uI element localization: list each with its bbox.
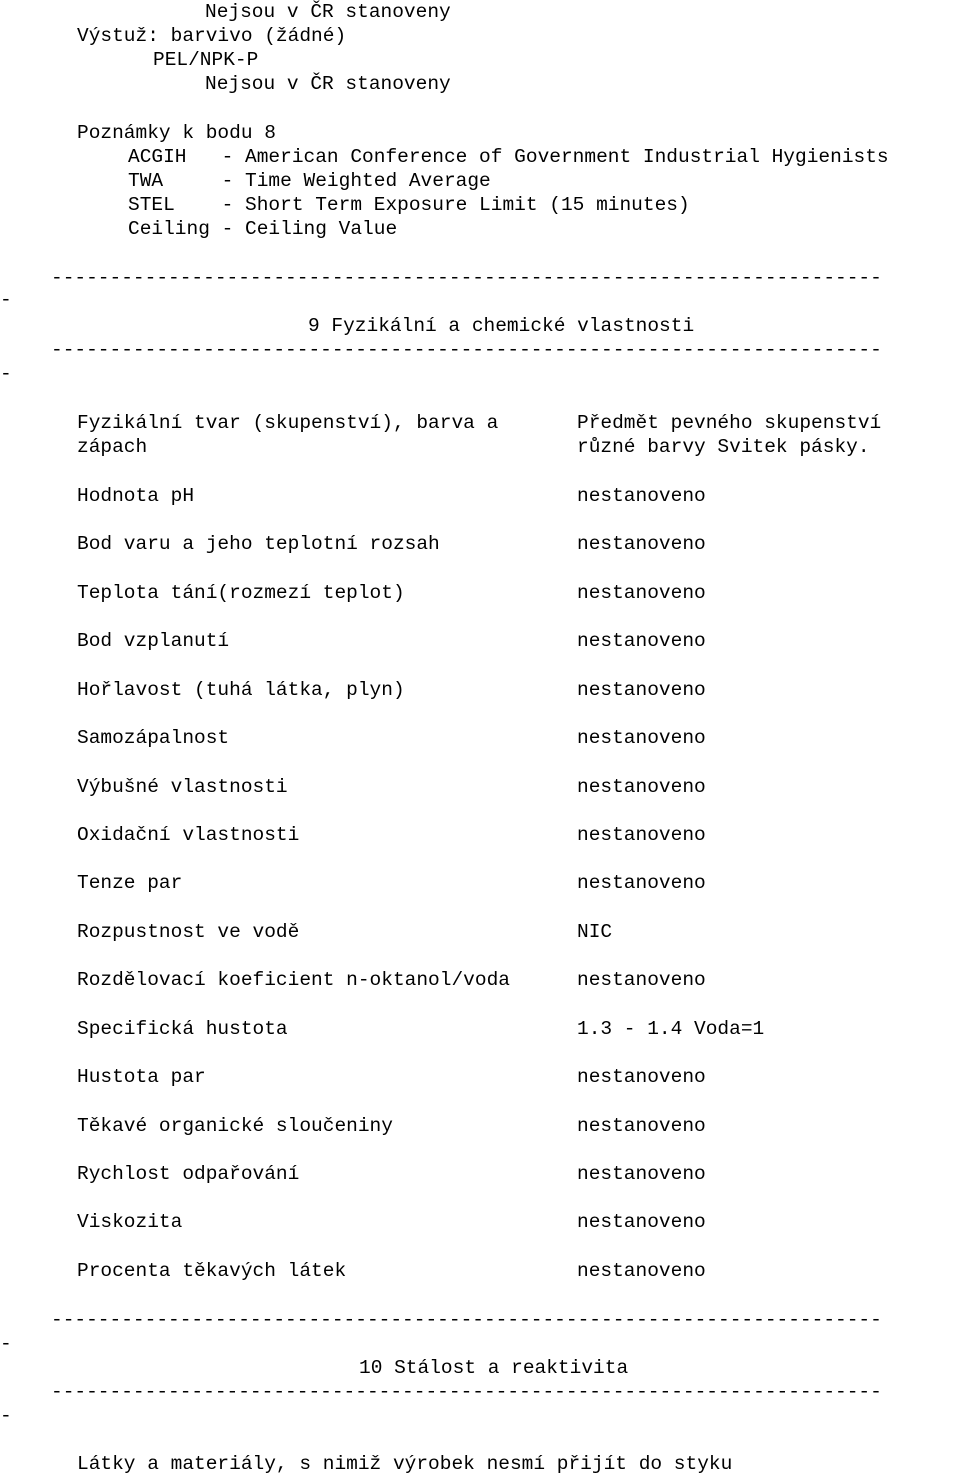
note-ceiling: Ceiling - Ceiling Value	[128, 218, 398, 240]
property-label: Těkavé organické sloučeniny	[77, 1115, 393, 1137]
property-label: Bod vzplanutí	[77, 630, 230, 652]
property-label: Hodnota pH	[77, 485, 195, 507]
property-label: Rychlost odpařování	[77, 1163, 300, 1185]
property-value: nestanoveno	[577, 1211, 706, 1233]
note-twa: TWA - Time Weighted Average	[128, 170, 491, 192]
property-label: Samozápalnost	[77, 727, 230, 749]
property-label-cont: zápach	[77, 436, 148, 458]
property-label: Hustota par	[77, 1066, 206, 1088]
section10-bottom-rule: -----------------------------------------------------------------------	[51, 1381, 882, 1403]
property-value: nestanoveno	[577, 533, 706, 555]
property-value: nestanoveno	[577, 1260, 706, 1282]
property-value: 1.3 - 1.4 Voda=1	[577, 1018, 765, 1040]
incompatible-materials-line: Látky a materiály, s nimiž výrobek nesmí přijít do styku	[77, 1453, 733, 1475]
section10-top-rule: -----------------------------------------------------------------------	[51, 1309, 882, 1331]
section9-bottom-rule-wrap: -	[0, 363, 12, 385]
property-label: Tenze par	[77, 872, 183, 894]
property-value: nestanoveno	[577, 485, 706, 507]
property-label: Rozpustnost ve vodě	[77, 921, 300, 943]
property-value: nestanoveno	[577, 679, 706, 701]
section9-heading: 9 Fyzikální a chemické vlastnosti	[308, 315, 695, 337]
note-acgih: ACGIH - American Conference of Government Industrial Hygienists	[128, 146, 889, 168]
property-label: Bod varu a jeho teplotní rozsah	[77, 533, 440, 555]
section10-top-rule-wrap: -	[0, 1333, 12, 1355]
property-value: nestanoveno	[577, 776, 706, 798]
section9-bottom-rule: -----------------------------------------------------------------------	[51, 339, 882, 361]
section9-top-rule-wrap: -	[0, 289, 12, 311]
property-value: nestanoveno	[577, 1066, 706, 1088]
property-label: Hořlavost (tuhá látka, plyn)	[77, 679, 405, 701]
property-label: Specifická hustota	[77, 1018, 288, 1040]
property-value: nestanoveno	[577, 582, 706, 604]
property-value: nestanoveno	[577, 727, 706, 749]
pel-npk-line: PEL/NPK-P	[153, 49, 259, 71]
property-value: nestanoveno	[577, 630, 706, 652]
section10-heading: 10 Stálost a reaktivita	[359, 1357, 629, 1379]
notes-title: Poznámky k bodu 8	[77, 122, 276, 144]
property-value: nestanoveno	[577, 1163, 706, 1185]
property-value: Předmět pevného skupenství	[577, 412, 882, 434]
property-label: Viskozita	[77, 1211, 183, 1233]
property-label: Oxidační vlastnosti	[77, 824, 300, 846]
reinforcement-line: Výstuž: barvivo (žádné)	[77, 25, 347, 47]
property-label: Rozdělovací koeficient n-oktanol/voda	[77, 969, 510, 991]
pel-not-set-line: Nejsou v ČR stanoveny	[205, 1, 451, 23]
property-value: nestanoveno	[577, 1115, 706, 1137]
pel-npk-not-set-line: Nejsou v ČR stanoveny	[205, 73, 451, 95]
property-label: Fyzikální tvar (skupenství), barva a	[77, 412, 499, 434]
property-value-cont: různé barvy Svitek pásky.	[577, 436, 870, 458]
property-value: nestanoveno	[577, 824, 706, 846]
property-value: NIC	[577, 921, 613, 943]
property-value: nestanoveno	[577, 969, 706, 991]
property-label: Výbušné vlastnosti	[77, 776, 288, 798]
property-label: Teplota tání(rozmezí teplot)	[77, 582, 405, 604]
section10-bottom-rule-wrap: -	[0, 1405, 12, 1427]
section9-top-rule: -----------------------------------------------------------------------	[51, 267, 882, 289]
property-label: Procenta těkavých látek	[77, 1260, 347, 1282]
note-stel: STEL - Short Term Exposure Limit (15 minutes)	[128, 194, 690, 216]
property-value: nestanoveno	[577, 872, 706, 894]
